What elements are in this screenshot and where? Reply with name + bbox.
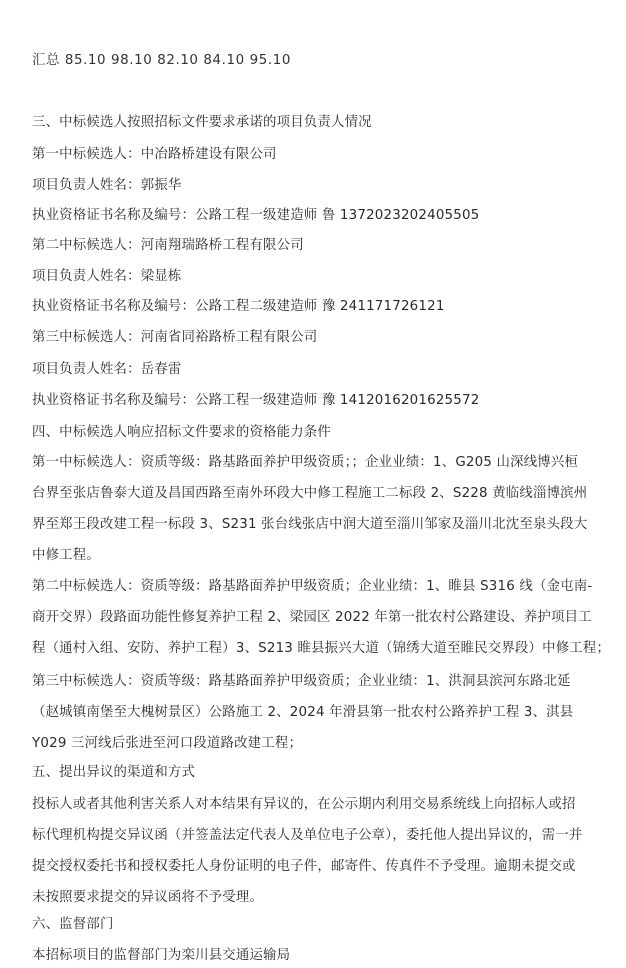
section-6-heading: 六、监督部门 [32,917,114,932]
paragraph-line: 第一中标候选人：资质等级：路基路面养护甲级资质；；企业业绩：1、G205 山深线博兴桓 [32,455,579,470]
candidate-2-qualification [32,578,611,671]
paragraph-line: 提交授权委托书和授权委托人身份证明的电子件，邮寄件、传真件不予受理。逾期未提交或 [32,859,576,874]
paragraph-line: 投标人或者其他利害关系人对本结果有异议的，在公示期内利用交易系统线上向招标人或招 [32,797,576,812]
supervision-department-text: 本招标项目的监督部门为栾川县交通运输局 [32,948,291,963]
candidate-3-certificate: 执业资格证书名称及编号：公路工程一级建造师 豫 1412016201625572 [32,393,480,408]
candidate-3-qualification [32,673,604,766]
paragraph-line: 台界至张店鲁泰大道及昌国西路至南外环段大中修工程施工二标段 2、S228 黄临线淄博滨州 [32,486,588,501]
paragraph-line: 中修工程。 [32,548,100,563]
paragraph-line: （赵城镇南堡至大槐树景区）公路施工 2、2024 年滑县第一批农村公路养护工程 3、淇县 [32,705,574,720]
objection-paragraph [32,796,604,920]
paragraph-line: 第二中标候选人：资质等级：路基路面养护甲级资质；企业业绩：1、睢县 S316 线（金屯南- [32,579,593,594]
candidate-1-manager: 项目负责人姓名：郭振华 [32,178,182,193]
paragraph-line: 第三中标候选人：资质等级：路基路面养护甲级资质；企业业绩：1、洪洞县滨河东路北延 [32,674,571,689]
paragraph-line: 商开交界）段路面功能性修复养护工程 2、梁园区 2022 年第一批农村公路建设、养护项目工 [32,610,592,625]
paragraph-line: Y029 三河线后张进至河口段道路改建工程； [32,736,303,751]
paragraph-line: 程（通村入组、安防、养护工程）3、S213 睢县振兴大道（锦绣大道至睢民交界段）中修工程； [32,641,611,656]
candidate-2-name: 第二中标候选人：河南翔瑞路桥工程有限公司 [32,238,304,253]
section-4-heading: 四、中标候选人响应招标文件要求的资格能力条件 [32,425,331,440]
candidate-3-name: 第三中标候选人：河南省同裕路桥工程有限公司 [32,330,318,345]
paragraph-line: 标代理机构提交异议函（并签盖法定代表人及单位电子公章），委托他人提出异议的，需一并 [32,828,583,843]
candidate-2-certificate: 执业资格证书名称及编号：公路工程二级建造师 豫 241171726121 [32,299,445,314]
candidate-2-manager: 项目负责人姓名：梁显栋 [32,269,182,284]
section-5-heading: 五、提出异议的渠道和方式 [32,765,196,780]
paragraph-line: 未按照要求提交的异议函将不予受理。 [32,890,264,905]
paragraph-line: 界至郑王段改建工程一标段 3、S231 张台线张店中润大道至淄川邹家及淄川北沈至泉头段大 [32,517,588,532]
candidate-1-certificate: 执业资格证书名称及编号：公路工程一级建造师 鲁 1372023202405505 [32,208,480,223]
section-3-heading: 三、中标候选人按照招标文件要求承诺的项目负责人情况 [32,115,372,130]
candidate-1-name: 第一中标候选人：中冶路桥建设有限公司 [32,147,277,162]
score-summary-line: 汇总 85.10 98.10 82.10 84.10 95.10 [32,53,291,68]
candidate-3-manager: 项目负责人姓名：岳春雷 [32,362,182,377]
candidate-1-qualification [32,454,604,578]
